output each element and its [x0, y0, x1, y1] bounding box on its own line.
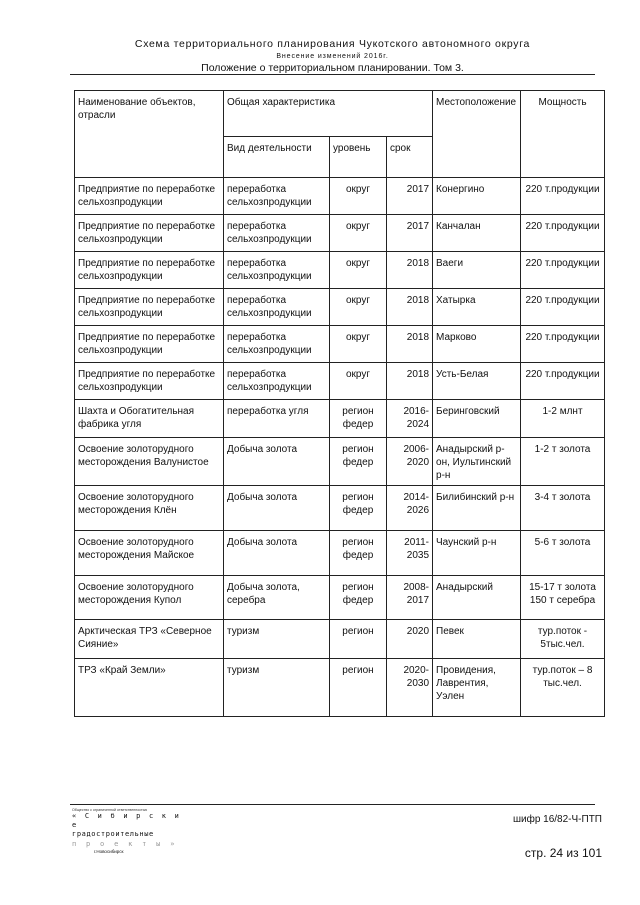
header-divider [70, 74, 595, 75]
cell-capacity: 5-6 т золота [521, 531, 605, 576]
table-row [75, 326, 605, 363]
cell-capacity: тур.поток – 8 тыс.чел. [521, 659, 605, 717]
cell-location: Чаунский р-н [433, 531, 521, 576]
table-row [75, 438, 605, 486]
table-row [75, 400, 605, 438]
cell-level: округ [330, 289, 387, 326]
cell-level: регион [330, 659, 387, 717]
footer-divider [70, 804, 595, 805]
cell-name: Освоение золоторудного месторождения Валунистое [75, 438, 224, 486]
cell-capacity: 3-4 т золота [521, 486, 605, 531]
cell-level: округ [330, 252, 387, 289]
cell-level: регион федер [330, 486, 387, 531]
cell-term: 2017 [387, 178, 433, 215]
cell-activity: переработка сельхозпродукции [224, 215, 330, 252]
cell-capacity: 220 т.продукции [521, 215, 605, 252]
cell-term: 2018 [387, 363, 433, 400]
cell-activity: туризм [224, 620, 330, 659]
header-capacity: Мощность [521, 91, 605, 178]
header-level: уровень [330, 137, 387, 178]
cell-name: ТРЗ «Край Земли» [75, 659, 224, 717]
cell-term: 2016-2024 [387, 400, 433, 438]
document-title: Схема территориального планирования Чукотского автономного округа [134, 38, 531, 50]
cell-level: регион федер [330, 576, 387, 620]
cell-name: Предприятие по переработке сельхозпродукции [75, 289, 224, 326]
cell-term: 2017 [387, 215, 433, 252]
table-row [75, 620, 605, 659]
cell-activity: переработка сельхозпродукции [224, 363, 330, 400]
table-row [75, 576, 605, 620]
cell-term: 2020 [387, 620, 433, 659]
cell-name: Шахта и Обогатительная фабрика угля [75, 400, 224, 438]
cell-name: Арктическая ТРЗ «Северное Сияние» [75, 620, 224, 659]
cell-activity: переработка сельхозпродукции [224, 178, 330, 215]
header-location: Местоположение [433, 91, 521, 178]
document-volume: Положение о территориальном планировании. Том 3. [201, 62, 464, 74]
logo-city: г.Новосибирск [94, 849, 124, 854]
cell-capacity: 220 т.продукции [521, 363, 605, 400]
cell-term: 2006-2020 [387, 438, 433, 486]
cell-location: Ваеги [433, 252, 521, 289]
cell-level: округ [330, 326, 387, 363]
cell-capacity: 1-2 т золота [521, 438, 605, 486]
cell-activity: Добыча золота, серебра [224, 576, 330, 620]
cell-location: Марково [433, 326, 521, 363]
header-general: Общая характеристика [224, 91, 433, 137]
cell-location: Канчалан [433, 215, 521, 252]
header-name: Наименование объектов, отрасли [75, 91, 224, 178]
table-row [75, 252, 605, 289]
cell-location: Усть-Белая [433, 363, 521, 400]
header-activity: Вид деятельности [224, 137, 330, 178]
cell-name: Предприятие по переработке сельхозпродукции [75, 252, 224, 289]
cell-location: Хатырка [433, 289, 521, 326]
cell-level: регион федер [330, 531, 387, 576]
cell-name: Освоение золоторудного месторождения Клён [75, 486, 224, 531]
cell-activity: туризм [224, 659, 330, 717]
cell-level: регион федер [330, 438, 387, 486]
cell-term: 2008-2017 [387, 576, 433, 620]
cell-term: 2018 [387, 252, 433, 289]
cell-capacity: 15-17 т золота 150 т серебра [521, 576, 605, 620]
table-row [75, 215, 605, 252]
cell-activity: Добыча золота [224, 486, 330, 531]
cell-level: округ [330, 363, 387, 400]
table-header-row [75, 91, 605, 137]
objects-table [74, 90, 605, 717]
cell-level: регион федер [330, 400, 387, 438]
logo-line-1: « С и б и р с к и е [72, 812, 182, 829]
cell-name: Освоение золоторудного месторождения Купол [75, 576, 224, 620]
cell-activity: Добыча золота [224, 531, 330, 576]
cell-location: Беринговский [433, 400, 521, 438]
cell-name: Предприятие по переработке сельхозпродукции [75, 326, 224, 363]
cell-capacity: 220 т.продукции [521, 252, 605, 289]
cell-term: 2020-2030 [387, 659, 433, 717]
table-row [75, 659, 605, 717]
cell-activity: переработка сельхозпродукции [224, 289, 330, 326]
cell-location: Анадырский [433, 576, 521, 620]
cell-level: регион [330, 620, 387, 659]
document-cipher: шифр 16/82-Ч-ПТП [512, 814, 602, 825]
cell-activity: переработка сельхозпродукции [224, 326, 330, 363]
cell-location: Конергино [433, 178, 521, 215]
cell-name: Предприятие по переработке сельхозпродукции [75, 363, 224, 400]
cell-capacity: 1-2 млнт [521, 400, 605, 438]
table-row [75, 486, 605, 531]
cell-activity: переработка угля [224, 400, 330, 438]
document-subtitle: Внесение изменений 2016г. [276, 53, 389, 60]
cell-level: округ [330, 215, 387, 252]
logo-org: Общество с ограниченной ответственностью [72, 808, 148, 812]
cell-term: 2011-2035 [387, 531, 433, 576]
table-row [75, 363, 605, 400]
cell-term: 2014-2026 [387, 486, 433, 531]
cell-activity: Добыча золота [224, 438, 330, 486]
cell-term: 2018 [387, 326, 433, 363]
cell-activity: переработка сельхозпродукции [224, 252, 330, 289]
cell-location: Анадырский р-он, Иультинский р-н [433, 438, 521, 486]
header-term: срок [387, 137, 433, 178]
cell-term: 2018 [387, 289, 433, 326]
page-number: стр. 24 из 101 [524, 846, 602, 860]
cell-location: Билибинский р-н [433, 486, 521, 531]
cell-name: Предприятие по переработке сельхозпродукции [75, 178, 224, 215]
table-row [75, 178, 605, 215]
cell-name: Освоение золоторудного месторождения Майское [75, 531, 224, 576]
cell-capacity: 220 т.продукции [521, 178, 605, 215]
table-row [75, 289, 605, 326]
cell-capacity: 220 т.продукции [521, 326, 605, 363]
cell-location: Певек [433, 620, 521, 659]
logo-line-3: п р о е к т ы » [72, 840, 178, 848]
cell-capacity: тур.поток - 5тыс.чел. [521, 620, 605, 659]
cell-level: округ [330, 178, 387, 215]
cell-name: Предприятие по переработке сельхозпродукции [75, 215, 224, 252]
table-row [75, 531, 605, 576]
cell-location: Провидения, Лаврентия, Уэлен [433, 659, 521, 717]
cell-capacity: 220 т.продукции [521, 289, 605, 326]
logo-line-2: градостроительные [72, 830, 154, 838]
company-logo [72, 808, 182, 854]
